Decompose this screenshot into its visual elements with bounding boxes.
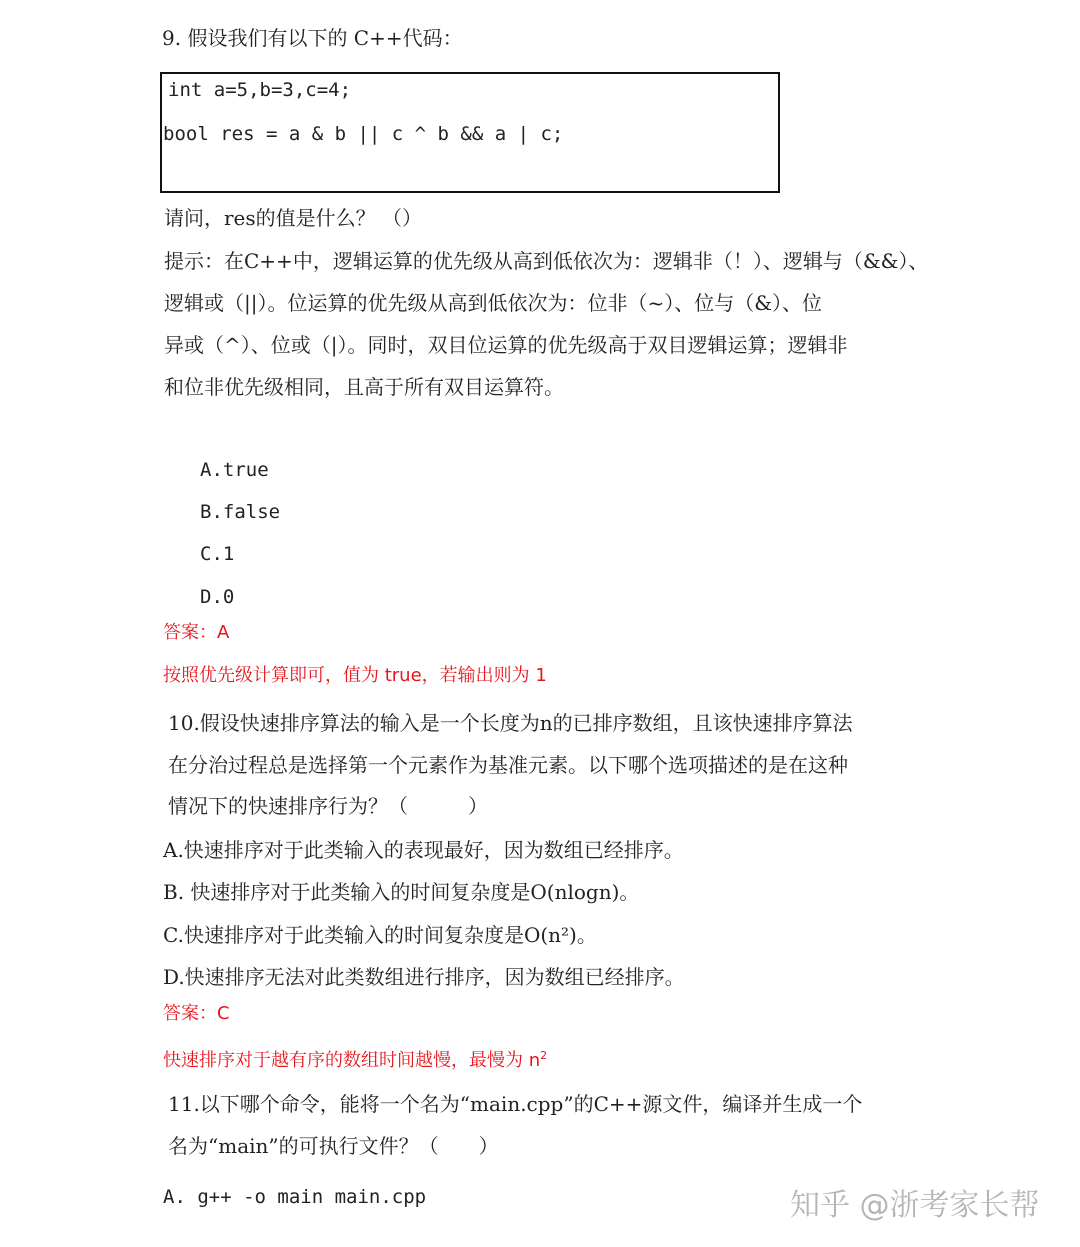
q10-option-a: A.快速排序对于此类输入的表现最好，因为数组已经排序。 <box>163 838 684 862</box>
q10-explanation <box>163 1043 547 1074</box>
q11-question-line: 11.以下哪个命令，能将一个名为“main.cpp”的C++源文件，编译并生成一个 <box>168 1092 863 1116</box>
q10-question-line: 情况下的快速排序行为？（ ） <box>168 794 488 818</box>
q10-question-line: 10.假设快速排序算法的输入是一个长度为n的已排序数组，且该快速排序算法 <box>168 711 853 735</box>
q9-option-c: C.1 <box>200 543 235 565</box>
q10-option-c: C.快速排序对于此类输入的时间复杂度是O(n²)。 <box>163 923 597 947</box>
q10-answer: 答案：C <box>163 1003 230 1024</box>
q11-option-a: A. g++ -o main main.cpp <box>163 1186 427 1208</box>
code-line-1: int a=5,b=3,c=4; <box>168 79 352 101</box>
q10-option-b: B. 快速排序对于此类输入的时间复杂度是O(nlogn)。 <box>163 880 640 904</box>
q9-question: 请问，res的值是什么？ （） <box>164 206 423 230</box>
q9-title: 9. 假设我们有以下的 C++代码： <box>162 26 463 50</box>
q9-answer: 答案：A <box>163 622 230 643</box>
q9-hint-line: 和位非优先级相同，且高于所有双目运算符。 <box>164 375 564 399</box>
q11-question-line: 名为“main”的可执行文件？（ ） <box>168 1134 499 1158</box>
q10-explanation-exponent: 2 <box>540 1049 548 1062</box>
q9-hint-line: 异或（^）、位或（|）。同时，双目位运算的优先级高于双目逻辑运算；逻辑非 <box>164 333 848 357</box>
q9-option-d: D.0 <box>200 586 235 608</box>
q10-question-line: 在分治过程总是选择第一个元素作为基准元素。以下哪个选项描述的是在这种 <box>168 753 848 777</box>
q9-hint-line: 提示：在C++中，逻辑运算的优先级从高到低依次为：逻辑非（！）、逻辑与（&&）、 <box>164 249 929 273</box>
code-line-2: bool res = a & b || c ^ b && a | c; <box>163 123 564 145</box>
q10-option-d: D.快速排序无法对此类数组进行排序，因为数组已经排序。 <box>163 965 685 989</box>
watermark: 知乎 @浙考家长帮 <box>790 1188 1040 1223</box>
q9-hint-line: 逻辑或（||）。位运算的优先级从高到低依次为：位非（~）、位与（&）、位 <box>164 291 823 315</box>
q9-explanation: 按照优先级计算即可，值为 true，若输出则为 1 <box>163 665 547 686</box>
q9-option-a: A.true <box>200 459 269 481</box>
q10-explanation-text: 快速排序对于越有序的数组时间越慢，最慢为 n <box>163 1050 541 1071</box>
q9-option-b: B.false <box>200 501 281 523</box>
